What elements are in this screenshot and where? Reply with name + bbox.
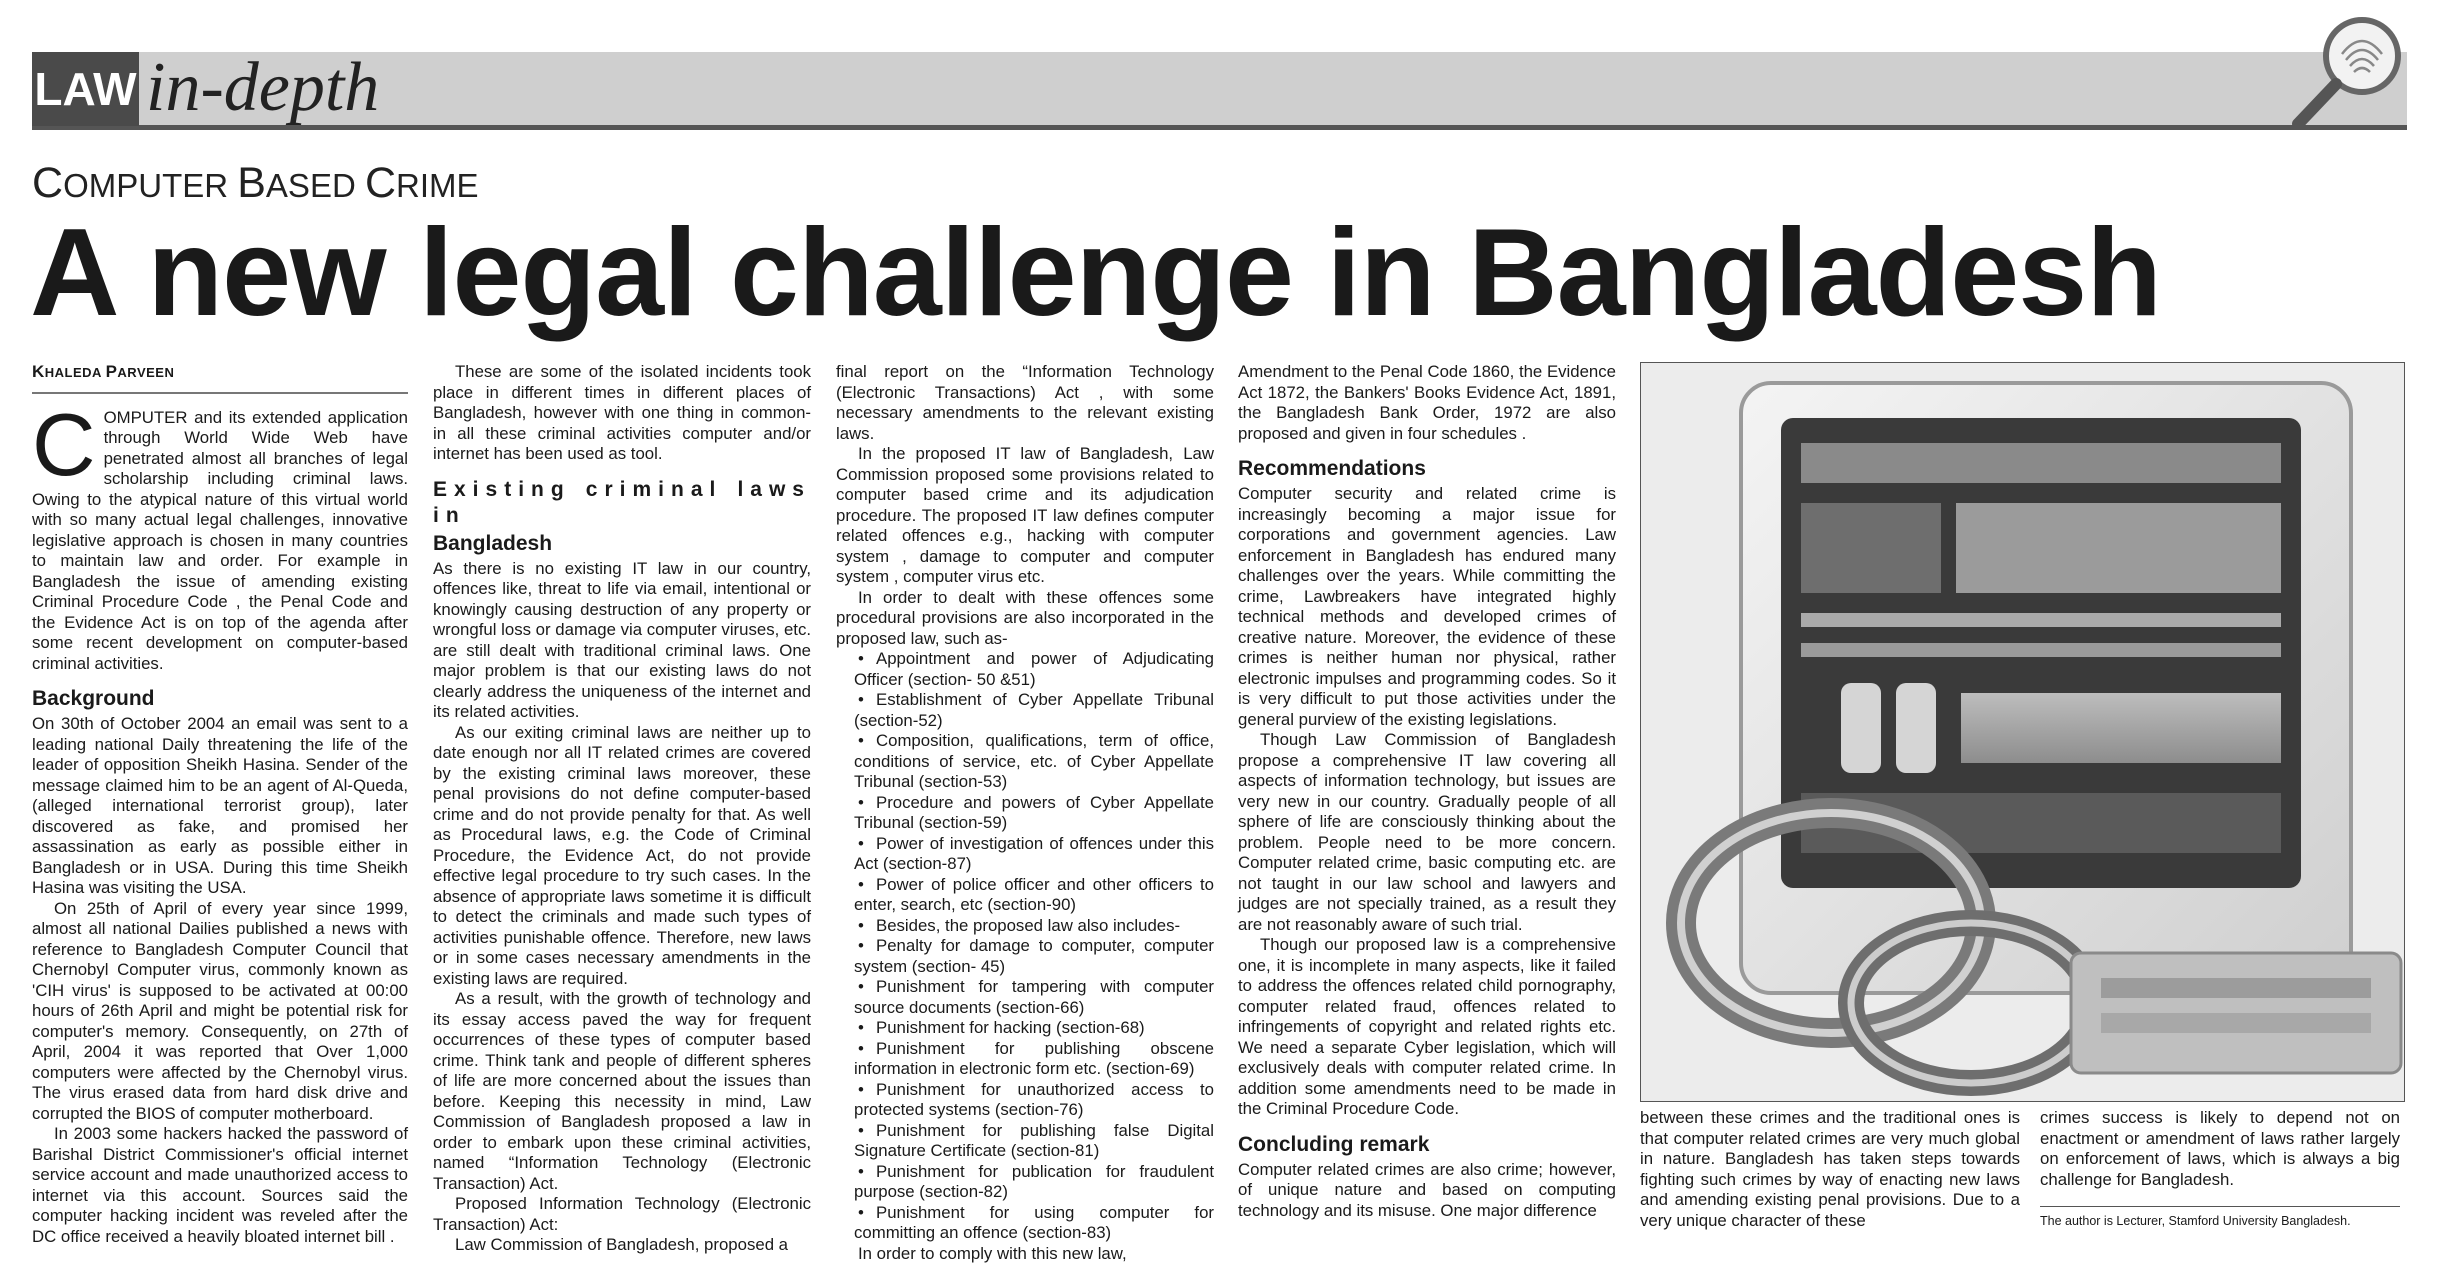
byline-rest-2: ARVEEN [117,365,175,380]
column-4 [1238,362,1616,1221]
intro-text: OMPUTER and its extended application through World Wide Web have penetrated almost all branches of legal scholarship including criminal laws. Owing to the atypical nature of this virtual world with so many actual legal challenges, innovative legislative approach is chosen in many countries to maintain law and order. For example in Bangladesh the issue of amending existing Criminal Procedure Code , the Penal Code and the Evidence Act is on top of the agenda after some recent development on computer-based criminal activities. [32,407,408,673]
column-1 [32,362,408,1247]
list-item: • Punishment for publishing obscene information in electronic form etc. (section-69) [836,1039,1214,1080]
byline-cap-k: K [32,362,45,381]
paragraph: As there is no existing IT law in our country, offences like, threat to life via email, intentional or knowingly causing destruction of any property or wrongful loss or damage via computer viruses, etc. are still dealt with traditional criminal laws. One major problem is that our existing laws do not clearly address the uniqueness of the internet and its related activities. [433,558,811,721]
list-item: • Establishment of Cyber Appellate Tribunal (section-52) [836,690,1214,731]
paragraph: between these crimes and the traditional ones is that computer related crimes are very much global in nature. Bangladesh has taken steps towards fighting such crimes by way of enacting new laws and amending existing penal provisions. Due to a very unique character of these [1640,1108,2020,1230]
list-item: • Punishment for tampering with computer source documents (section-66) [836,977,1214,1018]
existing-laws-heading-2: Bangladesh [433,531,553,555]
section-band [32,52,2407,126]
kicker-cap-1: C [32,159,64,207]
law-label: LAW [32,52,139,126]
concluding-remark-heading: Concluding remark [1238,1132,1430,1156]
kicker-rest-1: OMPUTER [63,167,238,204]
magnifier-fingerprint-icon [2280,14,2410,129]
kicker-rest-3: RIME [396,167,479,204]
paragraph: Computer security and related crime is increasingly becoming a major issue for corporations and government agencies. Law enforcement in Bangladesh has endured many challenges over the years. While committing the crime, Lawbreakers have integrated highly technical methods and developed crimes of creative nature. Moreover, the evidence of these crimes is neither human nor physical, rather electronic impulses and programming codes. So it is very difficult to put those activities under the general purview of the existing legislations. [1238,484,1616,729]
intro-paragraph [32,394,408,675]
byline [32,362,408,394]
column-6 [2040,1108,2400,1229]
computer-illustration [1641,363,2404,1101]
byline-cap-p: P [105,362,118,381]
author-credit: The author is Lecturer, Stamford University Bangladesh. [2040,1206,2400,1229]
in-depth-label: in-depth [146,49,380,126]
paragraph: Law Commission of Bangladesh, proposed a [455,1235,789,1254]
list-item: • Punishment for publishing false Digital Signature Certificate (section-81) [836,1121,1214,1162]
column-5 [1640,1108,2020,1231]
paragraph: crimes success is likely to depend not on enactment or amendment of laws rather largely on enforcement of laws, which is always a big challenge for Bangladesh. [2040,1108,2400,1189]
list-item: • Power of investigation of offences under this Act (section-87) [836,834,1214,875]
byline-rest-1: HALEDA [44,365,106,380]
paragraph: These are some of the isolated incidents took place in different times in different places of Bangladesh, however with one thing in common- in all these criminal activities computer and/or internet has been used as tool. [433,362,811,463]
section-band-rule [32,125,2407,130]
list-item: • Besides, the proposed law also includes- [836,916,1214,937]
existing-laws-heading: Existing criminal laws in [433,477,811,527]
paragraph: On 25th of April of every year since 1999, almost all national Dailies published a news with reference to Bangladesh Computer Council that Chernobyl Computer virus, commonly known as 'CIH virus' is supposed to be activated at 00:00 hours of 26th April and might be potential risk for computer's memory. Consequently, on 27th of April, 2004 it was reported that Over 1,000 computers were affected by the Chernobyl virus. The virus erased data from hard disk drive and corrupted the BIOS of computer motherboard. [32,898,408,1123]
list-item: • Power of police officer and other officers to enter, search, etc (section-90) [836,875,1214,916]
computer-handcuffs-photo [1640,362,2405,1102]
paragraph: As our exiting criminal laws are neither up to date enough nor all IT related crimes are covered by the existing criminal laws moreover, these penal provisions do not define computer-based crime and do not provide penalty for that. As well as Procedural laws, e.g. the Code of Criminal Procedure, the Evidence Act, do not provide effective legal procedure to try such cases. In the absence of appropriate laws sometime it is difficult to detect the criminals and made such types of activities punishable offence. Therefore, new laws or in some cases necessary amendments in the existing laws are required. [433,722,811,988]
paragraph: In order to dealt with these offences some procedural provisions are also incorporated in the proposed law, such as- [836,587,1214,648]
paragraph: Computer related crimes are also crime; however, of unique nature and based on computing technology and its misuse. One major difference [1238,1159,1616,1220]
paragraph: In the proposed IT law of Bangladesh, Law Commission proposed some provisions related to computer based crime and its adjudication procedure. The proposed IT law defines computer related offences e.g., hacking with computer system , damage to computer and computer system , computer virus etc. [836,444,1214,586]
kicker-cap-2: B [237,159,266,207]
paragraph: final report on the “Information Technology (Electronic Transactions) Act , with some necessary amendments to the relevant existing laws. [836,362,1214,443]
paragraph: In 2003 some hackers hacked the password of Barishal District Commissioner's official internet service account and made unauthorized access to internet via this account. Sources said the computer hacking incident was reveled after the DC office received a heavily bloated internet bill . [32,1124,408,1246]
list-item: • Punishment for publication for fraudulent purpose (section-82) [836,1162,1214,1203]
list-item: • Composition, qualifications, term of office, conditions of service, etc. of Cyber Appellate Tribunal (section-53) [836,731,1214,793]
recommendations-heading: Recommendations [1238,457,1426,480]
paragraph: Proposed Information Technology (Electronic Transaction) Act: [433,1194,811,1234]
list-item: • Punishment for unauthorized access to protected systems (section-76) [836,1080,1214,1121]
kicker-rest-2: ASED [265,167,365,204]
column-2 [433,362,811,1256]
list-item: • Punishment for using computer for committing an offence (section-83) [836,1203,1214,1244]
paragraph: On 30th of October 2004 an email was sent to a leading national Daily threatening the life of the leader of opposition Sheikh Hasina. Sender of the message claimed him to be an agent of Al-Queda, (alleged international terrorist group), later discovered as fake, and promised her assassination as early as possible either in Bangladesh or in USA. During this time Sheikh Hasina was visiting the USA. [32,714,408,897]
provisions-list [836,649,1214,1244]
list-item: • Punishment for hacking (section-68) [836,1018,1214,1039]
headline: A new legal challenge in Bangladesh [30,204,2161,342]
drop-cap: C [32,394,96,494]
column-3 [836,362,1214,1264]
paragraph: Amendment to the Penal Code 1860, the Evidence Act 1872, the Bankers' Books Evidence Act, 1891, the Bangladesh Bank Order, 1972 are also proposed and given in four schedules . [1238,362,1616,443]
paragraph: Though Law Commission of Bangladesh propose a comprehensive IT law covering all aspects of information technology, but issues are very new in our country. Gradually people of all sphere of life are consciously thinking about the problem. People need to be more concern. Computer related crime, basic computing etc. are not taught in our law school and lawyers and judges are not specially trained, as a result they are not reasonably aware of such trial. [1238,730,1616,934]
paragraph: Though our proposed law is a comprehensive one, it is incomplete in many aspects, like it failed to address the offences related child pornography, computer related fraud, offences related to infringements of copyright and related rights etc. We need a separate Cyber legislation, which will exclusively deals with computer related crime. In addition some amendments need to be made in the Criminal Procedure Code. [1238,935,1616,1118]
paragraph: In order to comply with this new law, [858,1243,1127,1263]
paragraph: As a result, with the growth of technology and its essay access paved the way for frequent occurrences of these types of computer based crime. Think tank and people of different spheres of life are more concerned about the issues than before. Keeping this necessity in mind, Law Commission of Bangladesh proposed a law in order to embark upon these criminal activities, named “Information Technology (Electronic Transaction) Act. [433,989,811,1193]
list-item: • Penalty for damage to computer, computer system (section- 45) [836,936,1214,977]
list-item: • Procedure and powers of Cyber Appellate Tribunal (section-59) [836,793,1214,834]
kicker-cap-3: C [364,159,397,207]
background-heading: Background [32,687,155,710]
list-item: • Appointment and power of Adjudicating Officer (section- 50 &51) [836,649,1214,690]
